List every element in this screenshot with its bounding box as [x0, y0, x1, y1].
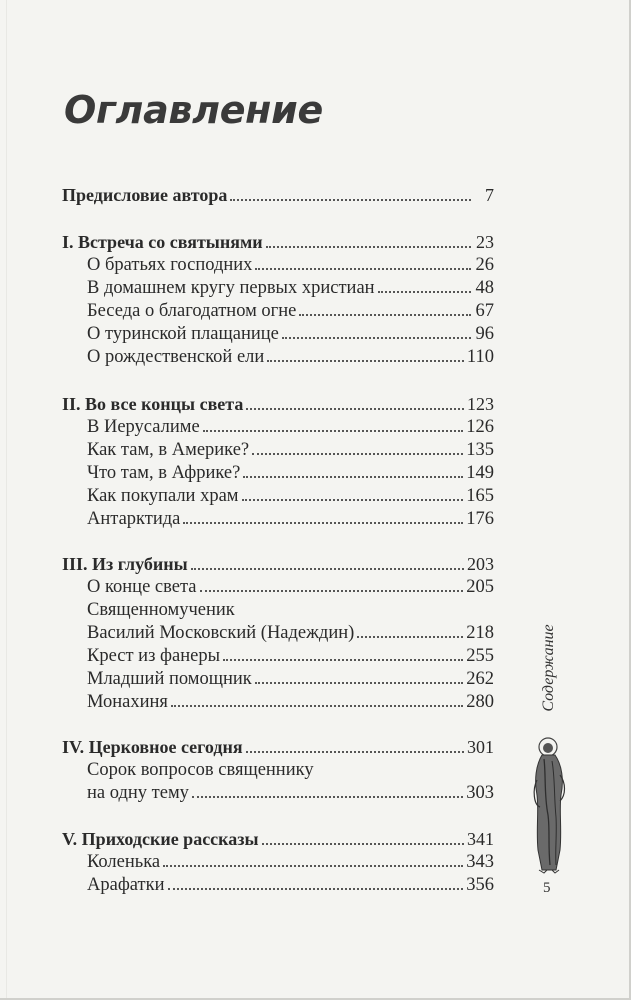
toc-entry[interactable]	[87, 759, 494, 781]
toc-page-number: 255	[466, 646, 494, 666]
toc-entry-label: I. Встреча со святынями	[62, 232, 263, 252]
toc-entry-label: Василий Московский (Надеждин)	[87, 623, 355, 643]
toc-page-number: 176	[466, 509, 494, 529]
toc-entry-label: V. Приходские рассказы	[62, 829, 259, 849]
toc-entry[interactable]	[87, 485, 494, 507]
dot-leader	[230, 199, 471, 201]
dot-leader	[299, 314, 471, 316]
toc-entry[interactable]	[87, 462, 494, 484]
toc-entry-label: О туринской плащанице	[87, 324, 279, 344]
running-head-label: Содержание	[540, 624, 557, 712]
toc-entry[interactable]	[87, 599, 494, 621]
toc-entry-label: О братьях господних	[87, 255, 253, 275]
toc-entry[interactable]	[87, 346, 494, 368]
toc-page-number: 165	[466, 486, 494, 506]
table-of-contents	[62, 0, 494, 1000]
dot-leader	[378, 291, 471, 293]
toc-entry[interactable]	[87, 622, 494, 644]
dot-leader	[192, 796, 463, 798]
toc-page-number: 126	[466, 417, 494, 437]
toc-entry[interactable]	[87, 416, 494, 438]
toc-page-number: 149	[466, 463, 494, 483]
page-title: Оглавление	[64, 88, 323, 132]
toc-page-number: 262	[466, 669, 494, 689]
toc-entry[interactable]	[87, 874, 494, 896]
toc-page-number: 218	[466, 623, 494, 643]
toc-section-3[interactable]	[62, 553, 494, 575]
toc-entry[interactable]	[87, 645, 494, 667]
dot-leader	[255, 682, 463, 684]
toc-entry[interactable]	[87, 323, 494, 345]
toc-entry-label: Арафатки	[87, 875, 165, 895]
toc-entry-label: Как покупали храм	[87, 486, 239, 506]
toc-entry-label: В домашнем кругу первых христиан	[87, 278, 375, 298]
toc-entry-label: Антарктида	[87, 509, 181, 529]
dot-leader	[191, 568, 464, 570]
dot-leader	[255, 268, 471, 270]
toc-entry[interactable]	[87, 576, 494, 598]
toc-page-number: 280	[466, 692, 494, 712]
dot-leader	[171, 705, 463, 707]
toc-page-number: 205	[466, 577, 494, 597]
toc-entry-label: Сорок вопросов священнику	[87, 760, 314, 780]
toc-entry-preface[interactable]	[62, 184, 494, 206]
toc-entry-label: Коленька	[87, 852, 161, 872]
toc-page-number: 303	[466, 783, 494, 803]
toc-entry-label: Как там, в Америке?	[87, 440, 250, 460]
dot-leader	[282, 337, 471, 339]
toc-entry-label: Монахиня	[87, 692, 168, 712]
toc-page-number: 203	[467, 554, 494, 574]
dot-leader	[168, 888, 464, 890]
toc-entry-label: III. Из глубины	[62, 554, 188, 574]
dot-leader	[246, 751, 464, 753]
toc-entry-label: II. Во все концы света	[62, 394, 244, 414]
toc-entry-label: Что там, в Африке?	[87, 463, 241, 483]
dot-leader	[267, 360, 464, 362]
toc-page-number: 7	[485, 185, 494, 205]
dot-leader	[262, 843, 464, 845]
toc-entry[interactable]	[87, 508, 494, 530]
toc-entry[interactable]	[87, 851, 494, 873]
toc-entry-label: IV. Церковное сегодня	[62, 737, 243, 757]
dot-leader	[242, 499, 464, 501]
dot-leader	[357, 636, 463, 638]
toc-page-number: 301	[467, 737, 494, 757]
toc-entry-label: В Иерусалиме	[87, 417, 200, 437]
saint-figure-illustration	[522, 735, 576, 875]
dot-leader	[246, 408, 464, 410]
toc-section-5[interactable]	[62, 828, 494, 850]
dot-leader	[266, 246, 471, 248]
dot-leader	[252, 453, 463, 455]
toc-page-number: 356	[466, 875, 494, 895]
toc-entry-label: Крест из фанеры	[87, 646, 221, 666]
toc-entry-label: О конце света	[87, 577, 197, 597]
toc-section-1[interactable]	[62, 231, 494, 253]
toc-entry[interactable]	[87, 439, 494, 461]
toc-section-4[interactable]	[62, 736, 494, 758]
toc-entry[interactable]	[87, 668, 494, 690]
dot-leader	[203, 430, 464, 432]
toc-entry[interactable]	[87, 782, 494, 804]
toc-page-number: 67	[475, 301, 494, 321]
toc-entry-label: Беседа о благодатном огне	[87, 301, 297, 321]
dot-leader	[243, 476, 463, 478]
toc-entry[interactable]	[87, 254, 494, 276]
toc-page-number: 343	[466, 852, 494, 872]
toc-entry[interactable]	[87, 300, 494, 322]
toc-page-number: 341	[467, 829, 494, 849]
dot-leader	[200, 590, 464, 592]
dot-leader	[163, 865, 463, 867]
toc-section-2[interactable]	[62, 393, 494, 415]
toc-page-number: 26	[475, 255, 494, 275]
page-number: 5	[543, 880, 551, 896]
toc-page-number: 135	[466, 440, 494, 460]
toc-entry[interactable]	[87, 691, 494, 713]
toc-page-number: 96	[475, 324, 494, 344]
dot-leader	[183, 522, 463, 524]
toc-entry-label: на одну тему	[87, 783, 189, 803]
running-head	[534, 608, 564, 728]
toc-page-number: 110	[466, 347, 494, 367]
toc-entry-label: Священномученик	[87, 600, 235, 620]
toc-page-number: 23	[476, 232, 494, 252]
toc-entry[interactable]	[87, 277, 494, 299]
toc-entry-label: Младший помощник	[87, 669, 252, 689]
toc-page-number: 48	[475, 278, 494, 298]
dot-leader	[223, 659, 463, 661]
toc-entry-label: Предисловие автора	[62, 185, 228, 205]
toc-page-number: 123	[467, 394, 494, 414]
toc-entry-label: О рождественской ели	[87, 347, 265, 367]
